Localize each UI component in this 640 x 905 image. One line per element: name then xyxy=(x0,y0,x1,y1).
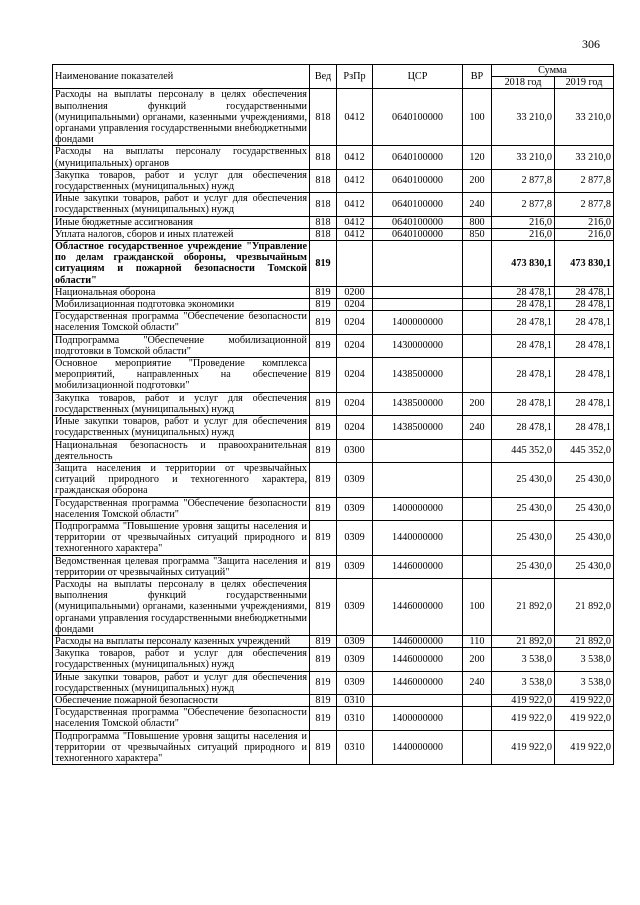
cell-2019: 3 538,0 xyxy=(555,648,614,671)
cell-2019: 28 478,1 xyxy=(555,286,614,298)
cell-ved: 819 xyxy=(310,286,337,298)
cell-vr xyxy=(463,462,492,497)
cell-name: Областное государственное учреждение "Управление по делам гражданской обороны, чрезвычайным ситуациям и пожарной безопасности Томской области" xyxy=(53,241,310,287)
cell-rzpr: 0204 xyxy=(337,416,373,439)
cell-ved: 819 xyxy=(310,439,337,462)
cell-rzpr: 0309 xyxy=(337,555,373,578)
cell-2018: 2 877,8 xyxy=(492,169,555,192)
cell-name: Национальная оборона xyxy=(53,286,310,298)
cell-ved: 818 xyxy=(310,169,337,192)
table-row xyxy=(53,146,614,169)
cell-csr: 1446000000 xyxy=(373,578,463,635)
table-row xyxy=(53,707,614,730)
page-number: 306 xyxy=(582,37,600,51)
cell-rzpr: 0412 xyxy=(337,216,373,228)
cell-ved: 819 xyxy=(310,462,337,497)
cell-rzpr: 0309 xyxy=(337,671,373,694)
cell-name: Иные закупки товаров, работ и услуг для обеспечения государственных (муниципальных) нужд xyxy=(53,193,310,216)
cell-name: Закупка товаров, работ и услуг для обеспечения государственных (муниципальных) нужд xyxy=(53,648,310,671)
table-row xyxy=(53,694,614,706)
cell-2018: 419 922,0 xyxy=(492,730,555,765)
cell-2018: 419 922,0 xyxy=(492,707,555,730)
cell-name: Государственная программа "Обеспечение безопасности населения Томской области" xyxy=(53,311,310,334)
table-row xyxy=(53,392,614,415)
cell-2018: 3 538,0 xyxy=(492,648,555,671)
cell-vr xyxy=(463,707,492,730)
cell-2019: 28 478,1 xyxy=(555,311,614,334)
cell-rzpr xyxy=(337,241,373,287)
table-row xyxy=(53,635,614,647)
cell-csr: 1440000000 xyxy=(373,520,463,555)
cell-csr: 1446000000 xyxy=(373,671,463,694)
cell-2019: 21 892,0 xyxy=(555,635,614,647)
cell-2019: 28 478,1 xyxy=(555,416,614,439)
cell-2018: 419 922,0 xyxy=(492,694,555,706)
header-2019: 2019 год xyxy=(555,77,614,89)
cell-csr xyxy=(373,462,463,497)
cell-vr xyxy=(463,358,492,393)
cell-2018: 28 478,1 xyxy=(492,358,555,393)
cell-ved: 818 xyxy=(310,216,337,228)
cell-name: Закупка товаров, работ и услуг для обеспечения государственных (муниципальных) нужд xyxy=(53,392,310,415)
cell-rzpr: 0310 xyxy=(337,707,373,730)
cell-2019: 33 210,0 xyxy=(555,89,614,146)
cell-csr xyxy=(373,241,463,287)
cell-name: Подпрограмма "Повышение уровня защиты населения и территории от чрезвычайных ситуаций природного и техногенного характера" xyxy=(53,520,310,555)
cell-2019: 216,0 xyxy=(555,216,614,228)
header-csr: ЦСР xyxy=(373,65,463,89)
cell-name: Расходы на выплаты персоналу казенных учреждений xyxy=(53,635,310,647)
cell-name: Закупка товаров, работ и услуг для обеспечения государственных (муниципальных) нужд xyxy=(53,169,310,192)
cell-2018: 3 538,0 xyxy=(492,671,555,694)
cell-2018: 216,0 xyxy=(492,216,555,228)
cell-2018: 33 210,0 xyxy=(492,89,555,146)
cell-csr: 1438500000 xyxy=(373,392,463,415)
table-row xyxy=(53,416,614,439)
cell-vr xyxy=(463,241,492,287)
table-row xyxy=(53,578,614,635)
cell-name: Государственная программа "Обеспечение безопасности населения Томской области" xyxy=(53,707,310,730)
cell-vr xyxy=(463,730,492,765)
cell-csr: 1446000000 xyxy=(373,555,463,578)
cell-name: Иные закупки товаров, работ и услуг для обеспечения государственных (муниципальных) нужд xyxy=(53,416,310,439)
cell-ved: 819 xyxy=(310,694,337,706)
cell-2019: 28 478,1 xyxy=(555,358,614,393)
table-row xyxy=(53,648,614,671)
cell-rzpr: 0204 xyxy=(337,311,373,334)
cell-ved: 819 xyxy=(310,671,337,694)
cell-rzpr: 0412 xyxy=(337,146,373,169)
cell-rzpr: 0412 xyxy=(337,169,373,192)
cell-csr: 1440000000 xyxy=(373,730,463,765)
cell-2018: 28 478,1 xyxy=(492,286,555,298)
cell-rzpr: 0310 xyxy=(337,694,373,706)
cell-vr xyxy=(463,439,492,462)
table-row xyxy=(53,520,614,555)
cell-vr: 240 xyxy=(463,671,492,694)
cell-rzpr: 0309 xyxy=(337,635,373,647)
header-sum: Сумма xyxy=(492,65,614,77)
cell-vr: 800 xyxy=(463,216,492,228)
table-row xyxy=(53,671,614,694)
cell-vr xyxy=(463,286,492,298)
cell-ved: 819 xyxy=(310,635,337,647)
cell-csr: 1438500000 xyxy=(373,358,463,393)
table-row xyxy=(53,439,614,462)
table-row xyxy=(53,462,614,497)
budget-table xyxy=(52,64,614,765)
cell-vr xyxy=(463,299,492,311)
cell-csr xyxy=(373,299,463,311)
cell-rzpr: 0309 xyxy=(337,462,373,497)
cell-name: Государственная программа "Обеспечение безопасности населения Томской области" xyxy=(53,497,310,520)
cell-vr: 200 xyxy=(463,392,492,415)
cell-vr xyxy=(463,334,492,357)
table-row xyxy=(53,241,614,287)
cell-2018: 473 830,1 xyxy=(492,241,555,287)
table-row xyxy=(53,299,614,311)
cell-2018: 2 877,8 xyxy=(492,193,555,216)
cell-rzpr: 0204 xyxy=(337,358,373,393)
cell-2019: 25 430,0 xyxy=(555,462,614,497)
cell-ved: 819 xyxy=(310,578,337,635)
header-2018: 2018 год xyxy=(492,77,555,89)
table-row xyxy=(53,555,614,578)
cell-csr: 0640100000 xyxy=(373,193,463,216)
cell-name: Мобилизационная подготовка экономики xyxy=(53,299,310,311)
cell-vr: 850 xyxy=(463,228,492,240)
cell-name: Защита населения и территории от чрезвычайных ситуаций природного и техногенного характера, гражданская оборона xyxy=(53,462,310,497)
table-row xyxy=(53,311,614,334)
cell-csr: 1400000000 xyxy=(373,311,463,334)
cell-rzpr: 0200 xyxy=(337,286,373,298)
cell-2019: 25 430,0 xyxy=(555,555,614,578)
cell-rzpr: 0204 xyxy=(337,334,373,357)
cell-rzpr: 0412 xyxy=(337,228,373,240)
cell-name: Уплата налогов, сборов и иных платежей xyxy=(53,228,310,240)
cell-vr xyxy=(463,311,492,334)
cell-vr: 240 xyxy=(463,193,492,216)
cell-csr xyxy=(373,286,463,298)
cell-ved: 819 xyxy=(310,311,337,334)
cell-2018: 445 352,0 xyxy=(492,439,555,462)
cell-rzpr: 0300 xyxy=(337,439,373,462)
cell-ved: 819 xyxy=(310,730,337,765)
table-header xyxy=(53,65,614,89)
cell-2019: 33 210,0 xyxy=(555,146,614,169)
cell-2018: 28 478,1 xyxy=(492,416,555,439)
table-row xyxy=(53,286,614,298)
table-row xyxy=(53,497,614,520)
table-row xyxy=(53,358,614,393)
cell-ved: 819 xyxy=(310,358,337,393)
cell-2018: 25 430,0 xyxy=(492,497,555,520)
cell-2019: 419 922,0 xyxy=(555,694,614,706)
cell-2018: 28 478,1 xyxy=(492,392,555,415)
cell-vr xyxy=(463,555,492,578)
cell-name: Национальная безопасность и правоохранительная деятельность xyxy=(53,439,310,462)
cell-rzpr: 0412 xyxy=(337,193,373,216)
cell-rzpr: 0412 xyxy=(337,89,373,146)
cell-name: Ведомственная целевая программа "Защита населения и территории от чрезвычайных ситуаций" xyxy=(53,555,310,578)
cell-name: Иные бюджетные ассигнования xyxy=(53,216,310,228)
cell-vr xyxy=(463,520,492,555)
cell-csr: 0640100000 xyxy=(373,146,463,169)
cell-vr xyxy=(463,694,492,706)
cell-csr: 1438500000 xyxy=(373,416,463,439)
cell-ved: 819 xyxy=(310,497,337,520)
table-row xyxy=(53,193,614,216)
cell-2018: 25 430,0 xyxy=(492,555,555,578)
cell-csr: 0640100000 xyxy=(373,228,463,240)
cell-csr xyxy=(373,439,463,462)
cell-vr: 100 xyxy=(463,578,492,635)
cell-2019: 3 538,0 xyxy=(555,671,614,694)
cell-ved: 819 xyxy=(310,334,337,357)
table-row xyxy=(53,89,614,146)
cell-csr xyxy=(373,694,463,706)
cell-ved: 818 xyxy=(310,89,337,146)
cell-vr: 200 xyxy=(463,169,492,192)
cell-2018: 28 478,1 xyxy=(492,299,555,311)
cell-ved: 819 xyxy=(310,520,337,555)
cell-2018: 28 478,1 xyxy=(492,334,555,357)
cell-name: Подпрограмма "Обеспечение мобилизационной подготовки в Томской области" xyxy=(53,334,310,357)
cell-name: Расходы на выплаты персоналу в целях обеспечения выполнения функций государственными (муниципальными) органами, казенными учреждениями, органами управления государственными внебюджетными фондами xyxy=(53,89,310,146)
cell-2019: 473 830,1 xyxy=(555,241,614,287)
cell-2018: 28 478,1 xyxy=(492,311,555,334)
cell-2019: 2 877,8 xyxy=(555,193,614,216)
cell-2019: 445 352,0 xyxy=(555,439,614,462)
cell-2018: 33 210,0 xyxy=(492,146,555,169)
cell-rzpr: 0204 xyxy=(337,299,373,311)
cell-ved: 819 xyxy=(310,555,337,578)
cell-vr: 100 xyxy=(463,89,492,146)
cell-rzpr: 0309 xyxy=(337,648,373,671)
cell-2019: 21 892,0 xyxy=(555,578,614,635)
cell-2018: 21 892,0 xyxy=(492,635,555,647)
cell-ved: 818 xyxy=(310,146,337,169)
cell-name: Обеспечение пожарной безопасности xyxy=(53,694,310,706)
cell-name: Основное мероприятие "Проведение комплекса мероприятий, направленных на обеспечение мобилизационной подготовки" xyxy=(53,358,310,393)
cell-rzpr: 0204 xyxy=(337,392,373,415)
cell-ved: 818 xyxy=(310,193,337,216)
table-row xyxy=(53,216,614,228)
cell-vr xyxy=(463,497,492,520)
table-row xyxy=(53,228,614,240)
header-name: Наименование показателей xyxy=(53,65,310,89)
cell-2019: 2 877,8 xyxy=(555,169,614,192)
header-rzpr: РзПр xyxy=(337,65,373,89)
cell-2018: 25 430,0 xyxy=(492,520,555,555)
table-row xyxy=(53,730,614,765)
cell-name: Подпрограмма "Повышение уровня защиты населения и территории от чрезвычайных ситуаций природного и техногенного характера" xyxy=(53,730,310,765)
cell-csr: 1446000000 xyxy=(373,635,463,647)
cell-2019: 28 478,1 xyxy=(555,334,614,357)
table-row xyxy=(53,334,614,357)
cell-2019: 25 430,0 xyxy=(555,520,614,555)
cell-name: Расходы на выплаты персоналу государственных (муниципальных) органов xyxy=(53,146,310,169)
cell-csr: 1400000000 xyxy=(373,707,463,730)
cell-2019: 419 922,0 xyxy=(555,707,614,730)
cell-rzpr: 0309 xyxy=(337,520,373,555)
cell-csr: 0640100000 xyxy=(373,89,463,146)
table-body xyxy=(53,89,614,765)
cell-ved: 819 xyxy=(310,392,337,415)
cell-ved: 819 xyxy=(310,416,337,439)
cell-csr: 1430000000 xyxy=(373,334,463,357)
cell-name: Расходы на выплаты персоналу в целях обеспечения выполнения функций государственными (муниципальными) органами, казенными учреждениями, органами управления государственными внебюджетными фондами xyxy=(53,578,310,635)
cell-ved: 819 xyxy=(310,241,337,287)
cell-ved: 819 xyxy=(310,299,337,311)
cell-vr: 110 xyxy=(463,635,492,647)
cell-2019: 28 478,1 xyxy=(555,299,614,311)
header-ved: Вед xyxy=(310,65,337,89)
cell-2018: 216,0 xyxy=(492,228,555,240)
cell-2019: 28 478,1 xyxy=(555,392,614,415)
cell-vr: 120 xyxy=(463,146,492,169)
cell-rzpr: 0310 xyxy=(337,730,373,765)
cell-csr: 0640100000 xyxy=(373,169,463,192)
cell-ved: 819 xyxy=(310,648,337,671)
cell-2018: 25 430,0 xyxy=(492,462,555,497)
cell-2018: 21 892,0 xyxy=(492,578,555,635)
cell-csr: 1400000000 xyxy=(373,497,463,520)
header-vr: ВР xyxy=(463,65,492,89)
cell-vr: 200 xyxy=(463,648,492,671)
cell-csr: 0640100000 xyxy=(373,216,463,228)
cell-2019: 419 922,0 xyxy=(555,730,614,765)
cell-csr: 1446000000 xyxy=(373,648,463,671)
cell-name: Иные закупки товаров, работ и услуг для обеспечения государственных (муниципальных) нужд xyxy=(53,671,310,694)
cell-2019: 25 430,0 xyxy=(555,497,614,520)
cell-vr: 240 xyxy=(463,416,492,439)
cell-rzpr: 0309 xyxy=(337,497,373,520)
cell-2019: 216,0 xyxy=(555,228,614,240)
cell-ved: 819 xyxy=(310,707,337,730)
cell-ved: 818 xyxy=(310,228,337,240)
table-row xyxy=(53,169,614,192)
cell-rzpr: 0309 xyxy=(337,578,373,635)
